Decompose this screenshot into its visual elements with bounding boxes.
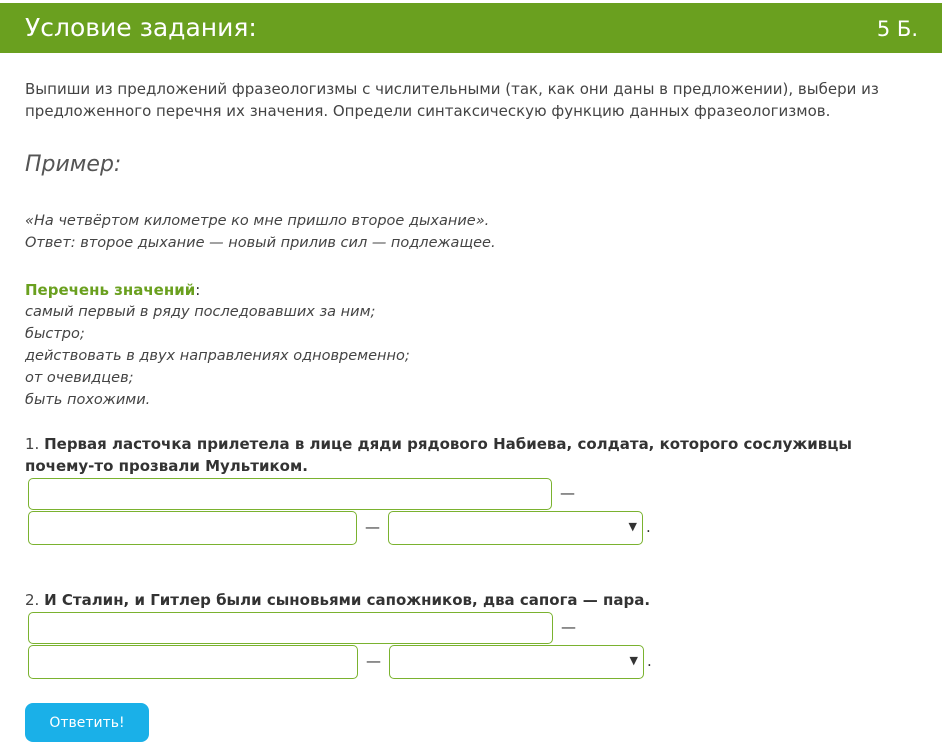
meanings-heading-colon: : — [195, 281, 201, 299]
task-header — [0, 3, 942, 53]
question-1-text: Первая ласточка прилетела в лице дяди рядового Набиева, солдата, которого сослуживцы почему-то прозвали Мультиком. — [25, 435, 852, 475]
task-points: 5 Б. — [876, 17, 918, 41]
q2-phrase-input[interactable] — [28, 612, 553, 644]
meanings-heading — [25, 279, 200, 301]
meaning-item: быстро; — [25, 326, 85, 342]
q1-dash-1: — — [560, 484, 575, 502]
submit-answer-button[interactable]: Ответить! — [25, 703, 149, 742]
q2-dash-2: — — [366, 652, 381, 670]
question-2-number: 2. — [25, 591, 40, 609]
question-1-number: 1. — [25, 435, 40, 453]
example-heading: Пример: — [25, 152, 122, 177]
example-answer: Ответ: второе дыхание — новый прилив сил — подлежащее. — [25, 235, 496, 251]
q1-meaning-input[interactable] — [28, 511, 357, 545]
q2-function-select[interactable] — [389, 645, 644, 679]
meaning-item: самый первый в ряду последовавших за ним; — [25, 304, 376, 320]
q2-dash-1: — — [561, 618, 576, 636]
question-1 — [25, 433, 915, 477]
meaning-item: от очевидцев; — [25, 370, 134, 386]
question-2 — [25, 589, 915, 611]
chevron-down-icon: ▼ — [628, 520, 637, 533]
task-instructions: Выпиши из предложений фразеологизмы с числительными (так, как они даны в предложении), выбери из предложенного перечня их значения. Определи синтаксическую функцию данных фразеологизмов. — [25, 80, 879, 120]
chevron-down-icon: ▼ — [629, 654, 638, 667]
task-title: Условие задания: — [25, 13, 257, 42]
q1-phrase-input[interactable] — [28, 478, 552, 510]
question-2-text: И Сталин, и Гитлер были сыновьями сапожников, два сапога — пара. — [44, 591, 651, 609]
q2-period: . — [647, 652, 652, 670]
q1-dash-2: — — [365, 518, 380, 536]
meaning-item: действовать в двух направлениях одновременно; — [25, 348, 410, 364]
meanings-heading-label: Перечень значений — [25, 281, 196, 299]
meaning-item: быть похожими. — [25, 392, 151, 408]
q1-period: . — [646, 518, 651, 536]
q1-function-select[interactable] — [388, 511, 643, 545]
q2-meaning-input[interactable] — [28, 645, 358, 679]
example-sentence: «На четвёртом километре ко мне пришло второе дыхание». — [25, 213, 490, 229]
